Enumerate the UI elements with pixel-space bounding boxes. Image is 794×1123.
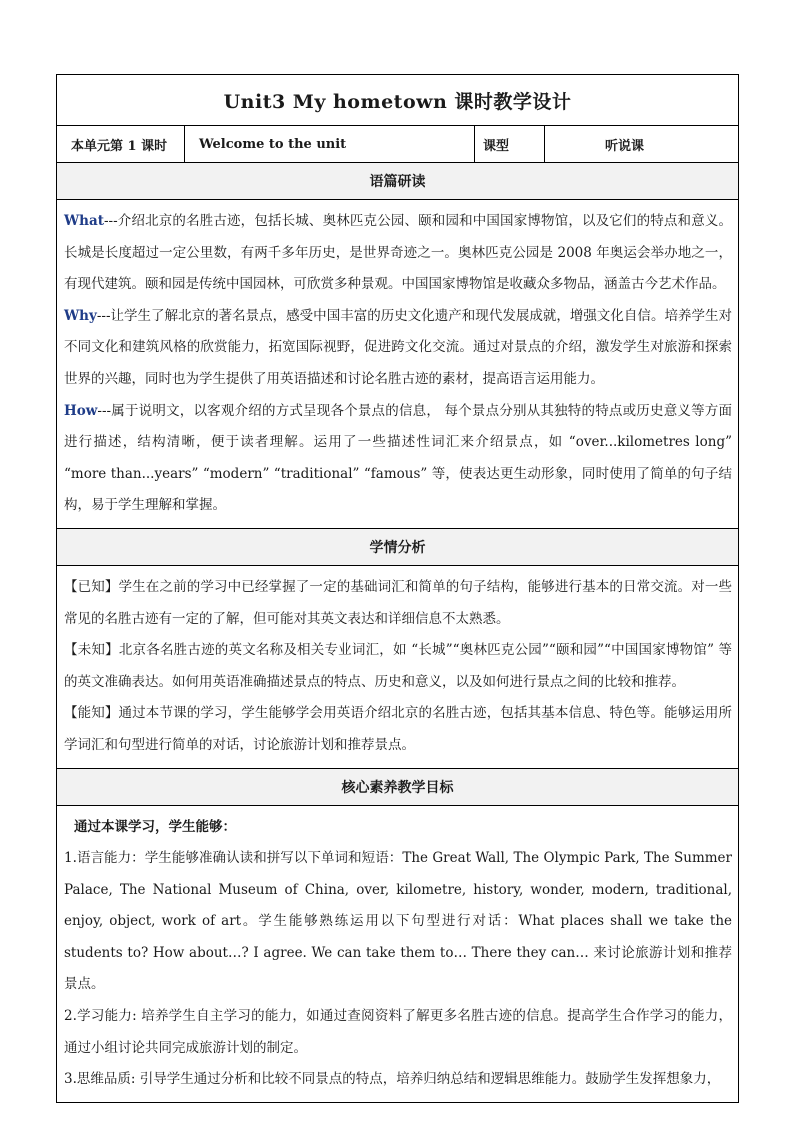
section-heading-text-study: 语篇研读: [57, 163, 739, 200]
section-heading-objectives: 核心素养教学目标: [57, 768, 739, 805]
section-heading-learner-analysis: 学情分析: [57, 528, 739, 565]
lesson-type-value: 听说课: [545, 126, 739, 163]
what-keyword: What: [64, 213, 104, 229]
text-study-content: [57, 200, 739, 529]
lesson-topic: Welcome to the unit: [185, 126, 475, 163]
objective-learning: 2.学习能力: 培养学生自主学习的能力，如通过查阅资料了解更多名胜古迹的信息。提高学生合作学习的能力，通过小组讨论共同完成旅游计划的制定。: [64, 1008, 732, 1056]
unknown-paragraph: 【未知】北京各名胜古迹的英文名称及相关专业词汇，如 “长城”“奥林匹克公园”“颐和园”“中国国家博物馆” 等的英文准确表达。如何用英语准确描述景点的特点、历史和意义，以及如何进行景点之间的比较和推荐。: [64, 642, 732, 690]
how-text: ---属于说明文，以客观介绍的方式呈现各个景点的信息， 每个景点分别从其独特的特点或历史意义等方面进行描述，结构清晰，便于读者理解。运用了一些描述性词汇来介绍景点，如 “over...kilometres long” “more than...years” “modern” “traditional” “famous” 等，使表达更生动形象，同时使用了简单的句子结构，易于学生理解和掌握。: [64, 402, 732, 514]
document-title: Unit3 My hometown 课时教学设计: [57, 75, 739, 126]
lesson-number: 本单元第 1 课时: [57, 126, 185, 163]
lesson-plan-table: [56, 74, 739, 1103]
why-paragraph: [64, 301, 732, 396]
objectives-content: [57, 805, 739, 1102]
objectives-intro: 通过本课学习，学生能够：: [74, 818, 236, 835]
objective-thinking: 3.思维品质: 引导学生通过分析和比较不同景点的特点，培养归纳总结和逻辑思维能力。鼓励学生发挥想象力，: [64, 1071, 721, 1088]
lesson-plan-page: [56, 74, 738, 1103]
known-paragraph: 【已知】学生在之前的学习中已经掌握了一定的基础词汇和简单的句子结构，能够进行基本的日常交流。对一些常见的名胜古迹有一定的了解，但可能对其英文表达和详细信息不太熟悉。: [64, 578, 732, 627]
why-keyword: Why: [64, 307, 97, 324]
able-paragraph: 【能知】通过本节课的学习，学生能够学会用英语介绍北京的名胜古迹，包括其基本信息、特色等。能够运用所学词汇和句型进行简单的对话，讨论旅游计划和推荐景点。: [64, 705, 732, 753]
objective-language: 1.语言能力：学生能够准确认读和拼写以下单词和短语：The Great Wall, The Olympic Park, The Summer Palace, The National Museum of China, over, kilometre, history, wonder, modern, traditional, enjoy, object, work of art。学生能够熟练运用以下句型进行对话：What places shall we take the students to? How about…? I agree. We can take them to… There they can… 来讨论旅游计划和推荐景点。: [64, 850, 732, 993]
how-keyword: How: [64, 402, 98, 419]
learner-analysis-content: [57, 565, 739, 768]
lesson-type-label: 课型: [475, 126, 545, 163]
what-paragraph: [64, 206, 732, 301]
how-paragraph: [64, 396, 732, 522]
what-text: ---介绍北京的名胜古迹，包括长城、奥林匹克公园、颐和园和中国国家博物馆，以及它们的特点和意义。长城是长度超过一定公里数，有两千多年历史，是世界奇迹之一。奥林匹克公园是 2008 年奥运会举办地之一，有现代建筑。颐和园是传统中国园林，可欣赏多种景观。中国国家博物馆是收藏众多物品，涵盖古今艺术作品。: [64, 213, 732, 293]
why-text: ---让学生了解北京的著名景点，感受中国丰富的历史文化遗产和现代发展成就，增强文化自信。培养学生对不同文化和建筑风格的欣赏能力，拓宽国际视野，促进跨文化交流。通过对景点的介绍，激发学生对旅游和探索世界的兴趣，同时也为学生提供了用英语描述和讨论名胜古迹的素材，提高语言运用能力。: [64, 307, 732, 387]
